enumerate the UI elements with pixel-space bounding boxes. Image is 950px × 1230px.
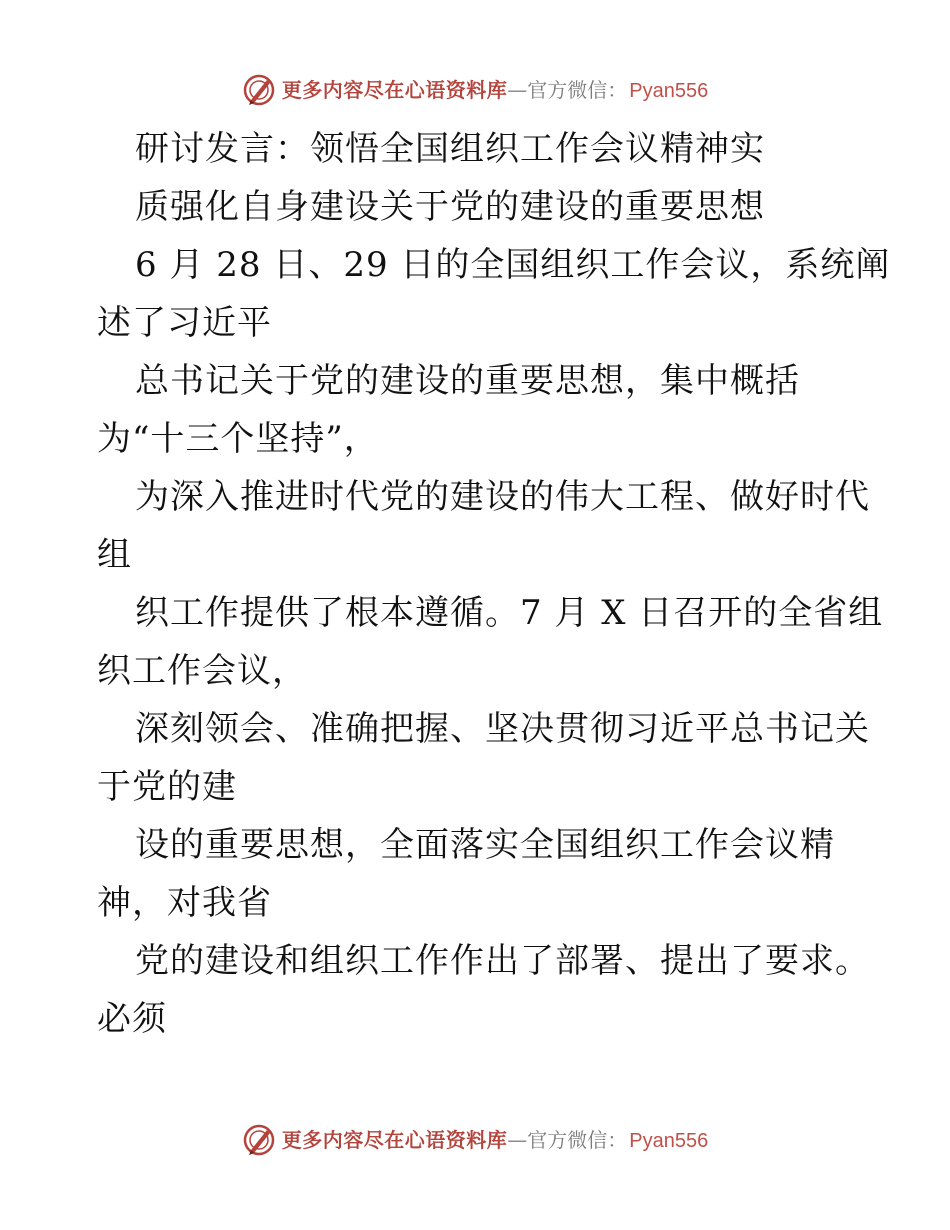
watermark-dash: — — [507, 77, 528, 102]
doc-line: 研讨发言：领悟全国组织工作会议精神实 — [135, 129, 765, 169]
doc-line: 述了习近平 — [97, 303, 272, 343]
doc-line: 设的重要思想，全面落实全国组织工作会议精 — [135, 825, 835, 865]
doc-line: 6 月 28 日、29 日的全国组织工作会议，系统阐 — [135, 245, 891, 285]
doc-line: 党的建设和组织工作作出了部署、提出了要求。 — [135, 941, 870, 981]
header-watermark — [0, 70, 950, 110]
doc-line: 组 — [97, 535, 132, 575]
doc-line: 于党的建 — [97, 767, 237, 807]
footer-watermark — [0, 1120, 950, 1160]
watermark-site-text: 更多内容尽在心语资料库 — [281, 1127, 508, 1152]
watermark-wechat-id: Pyan556 — [629, 1129, 709, 1152]
doc-line: 为“十三个坚持”， — [97, 419, 379, 459]
pen-logo-icon — [242, 1123, 276, 1157]
pen-logo-icon — [242, 73, 276, 107]
watermark-site-text: 更多内容尽在心语资料库 — [281, 77, 508, 102]
watermark-dash: — — [507, 1127, 528, 1152]
doc-line: 织工作会议， — [97, 651, 307, 691]
doc-line: 神，对我省 — [97, 883, 272, 923]
doc-line: 织工作提供了根本遵循。7 月 X 日召开的全省组 — [135, 593, 884, 633]
doc-line: 为深入推进时代党的建设的伟大工程、做好时代 — [135, 477, 870, 517]
doc-line: 总书记关于党的建设的重要思想，集中概括 — [135, 361, 800, 401]
watermark-wechat-id: Pyan556 — [629, 79, 709, 102]
doc-line: 深刻领会、准确把握、坚决贯彻习近平总书记关 — [135, 709, 870, 749]
doc-line: 必须 — [97, 999, 167, 1039]
watermark-wechat-label: 官方微信： — [527, 77, 628, 102]
doc-line: 质强化自身建设关于党的建设的重要思想 — [135, 187, 765, 227]
watermark-wechat-label: 官方微信： — [527, 1127, 628, 1152]
